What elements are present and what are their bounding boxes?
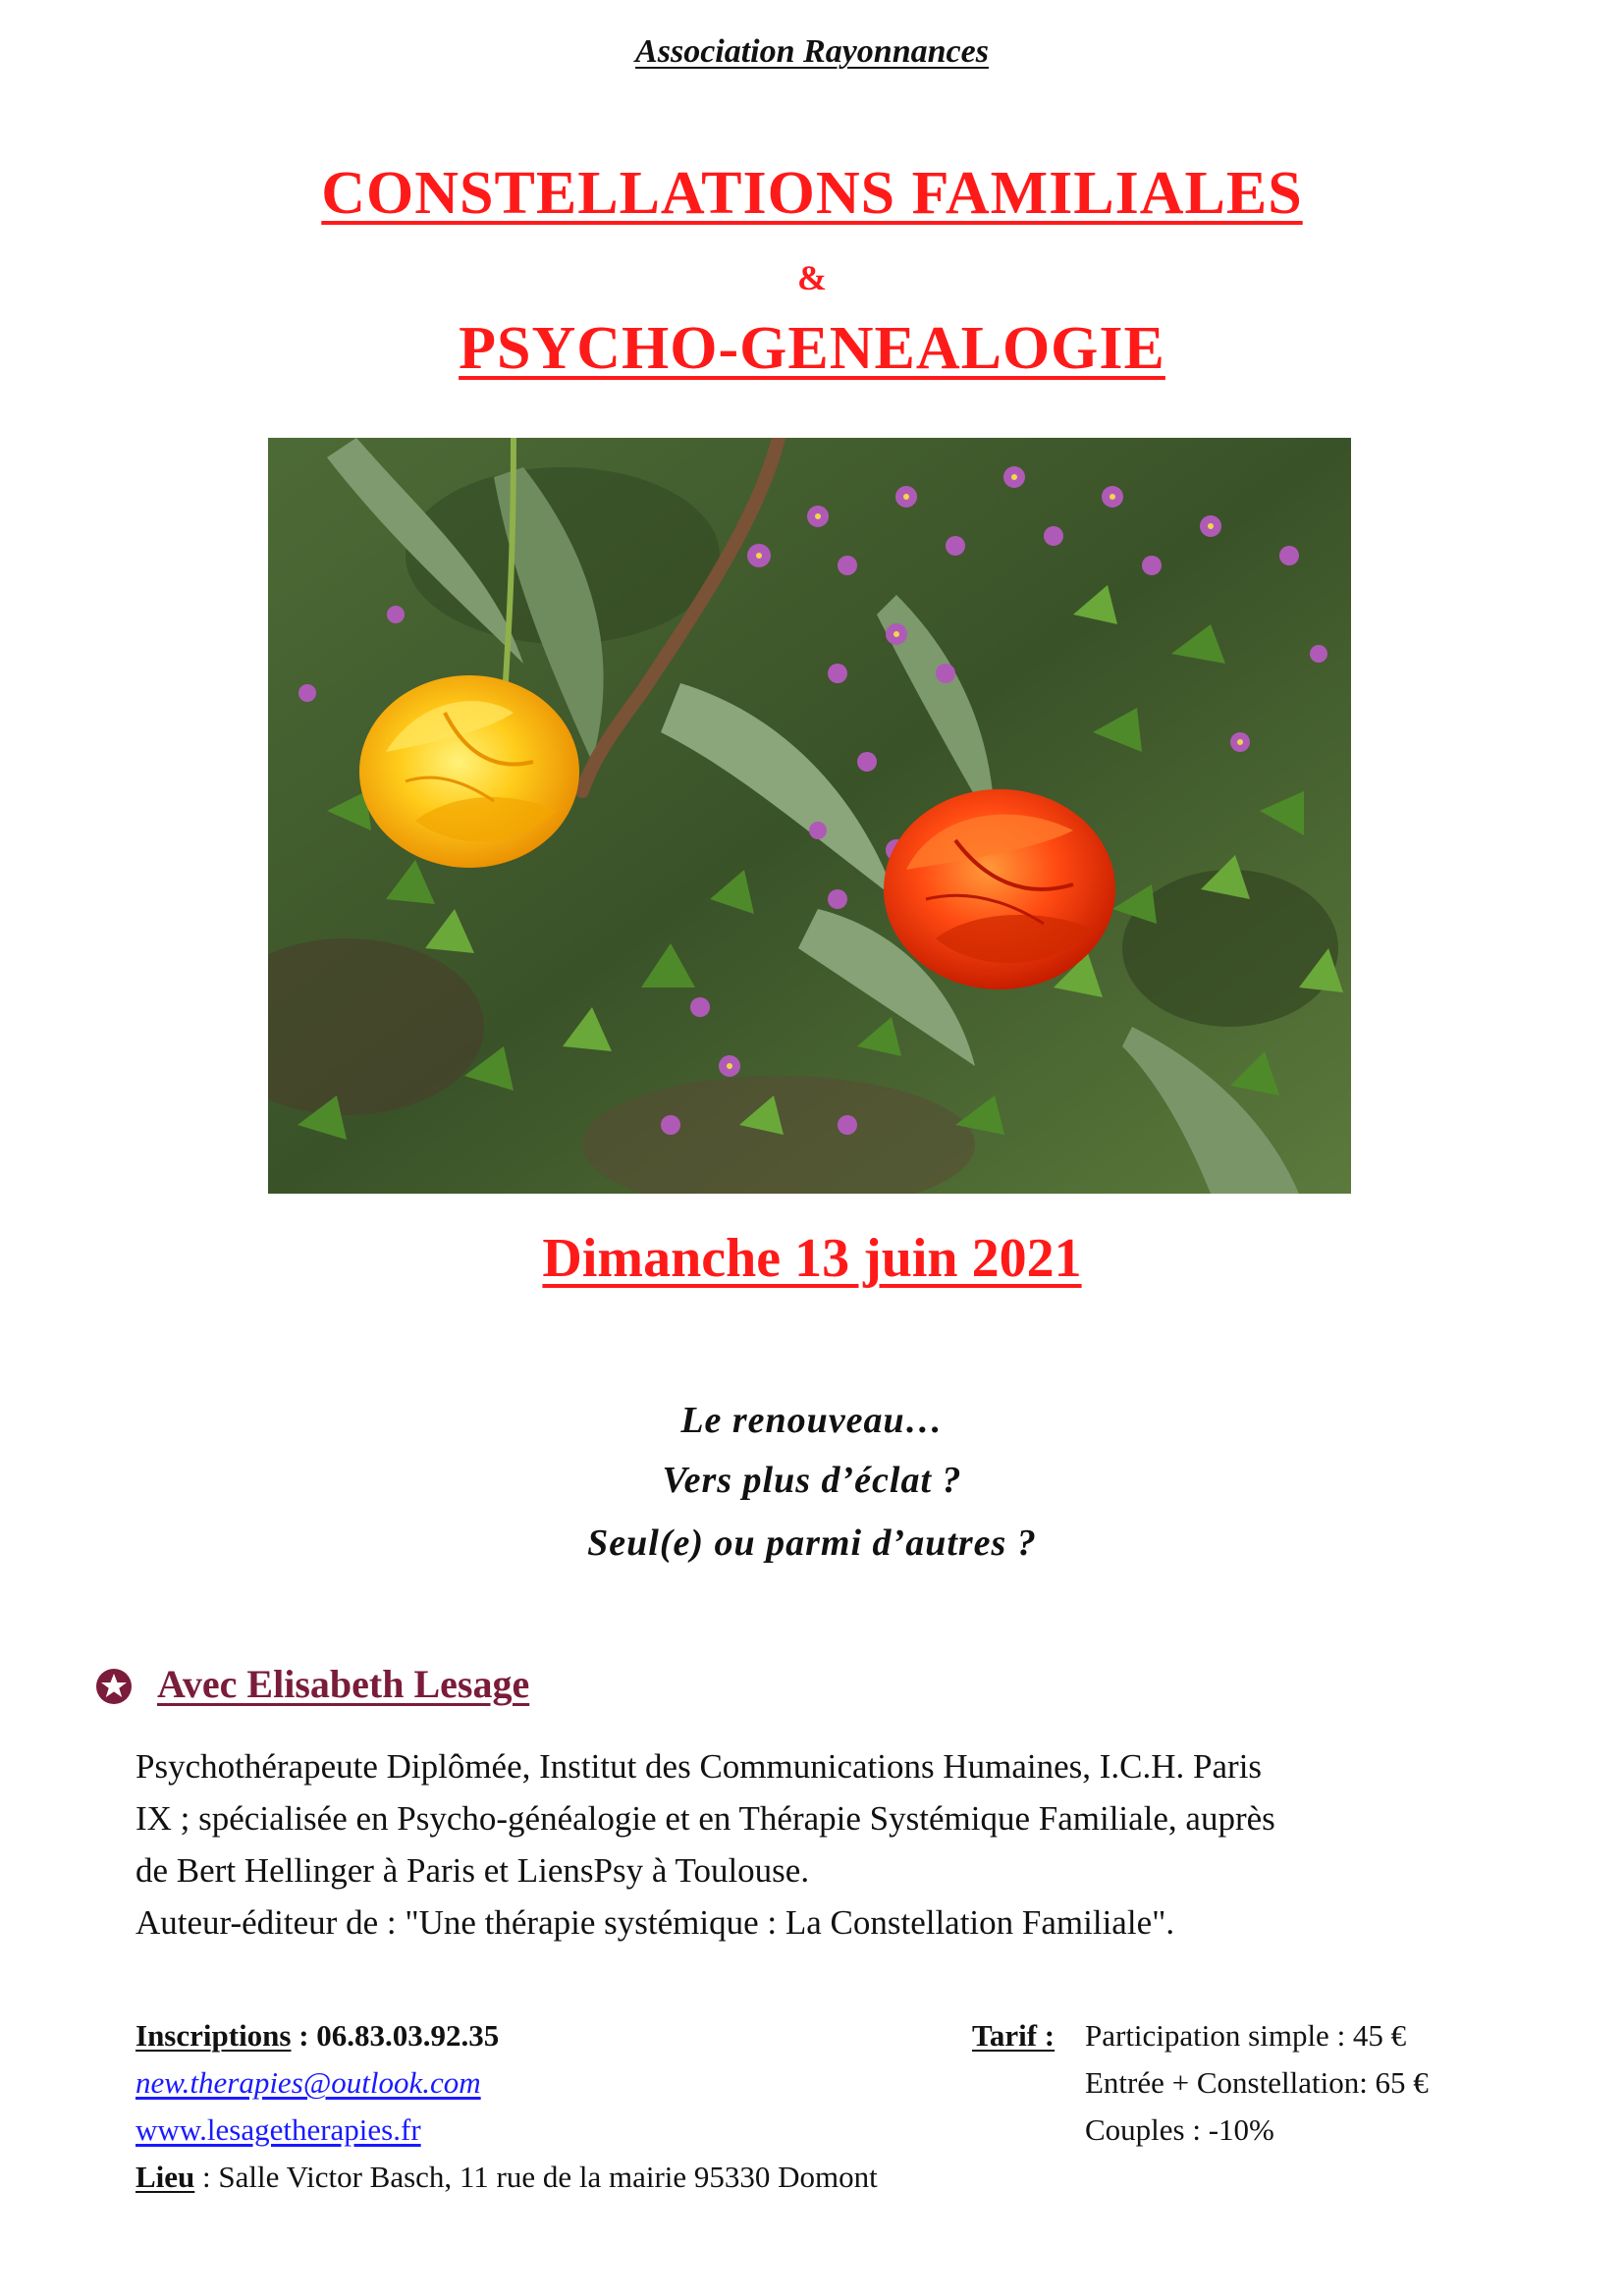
main-title	[0, 159, 1624, 229]
tagline-line-2: Vers plus d’éclat ?	[662, 1460, 962, 1501]
price-item: Entrée + Constellation: 65 €	[1085, 2065, 1429, 2100]
website-link[interactable]: www.lesagetherapies.fr	[135, 2112, 421, 2147]
venue-address: : Salle Victor Basch, 11 rue de la mairie 95330 Domont	[194, 2160, 878, 2194]
phone-number: : 06.83.03.92.35	[291, 2018, 500, 2053]
association-name: Association Rayonnances	[635, 33, 989, 70]
subtitle	[0, 314, 1624, 384]
tarif-label: Tarif :	[972, 2018, 1056, 2053]
subtitle-text: PSYCHO-GENEALOGIE	[459, 315, 1165, 382]
inscriptions-line	[135, 2012, 878, 2059]
email-link[interactable]: new.therapies@outlook.com	[135, 2065, 481, 2100]
facilitator-heading: Avec Elisabeth Lesage	[157, 1662, 530, 1706]
price-item: Couples : -10%	[1085, 2112, 1274, 2147]
bio-line: de Bert Hellinger à Paris et LiensPsy à Toulouse.	[135, 1851, 810, 1890]
title-ampersand: &	[797, 258, 827, 297]
contact-block	[135, 2012, 878, 2201]
bio-line: IX ; spécialisée en Psycho-généalogie et en Thérapie Systémique Familiale, auprès	[135, 1799, 1275, 1838]
bio-line: Psychothérapeute Diplômée, Institut des Communications Humaines, I.C.H. Paris	[135, 1747, 1263, 1786]
price-item: Participation simple : 45 €	[1085, 2018, 1407, 2053]
event-date: Dimanche 13 juin 2021	[542, 1228, 1082, 1289]
inscriptions-label: Inscriptions	[135, 2018, 292, 2053]
tagline-line-3: Seul(e) ou parmi d’autres ?	[587, 1522, 1037, 1564]
main-title-text: CONSTELLATIONS FAMILIALES	[321, 160, 1303, 227]
flower-photo	[268, 438, 1351, 1194]
tagline-line-1: Le renouveau…	[680, 1400, 944, 1441]
publication-line: Auteur-éditeur de : "Une thérapie systémique : La Constellation Familiale".	[135, 1903, 1175, 1942]
facilitator-bio	[135, 1740, 1481, 1949]
star-icon	[94, 1667, 134, 1706]
venue-line	[135, 2154, 878, 2201]
venue-label: Lieu	[135, 2160, 195, 2194]
